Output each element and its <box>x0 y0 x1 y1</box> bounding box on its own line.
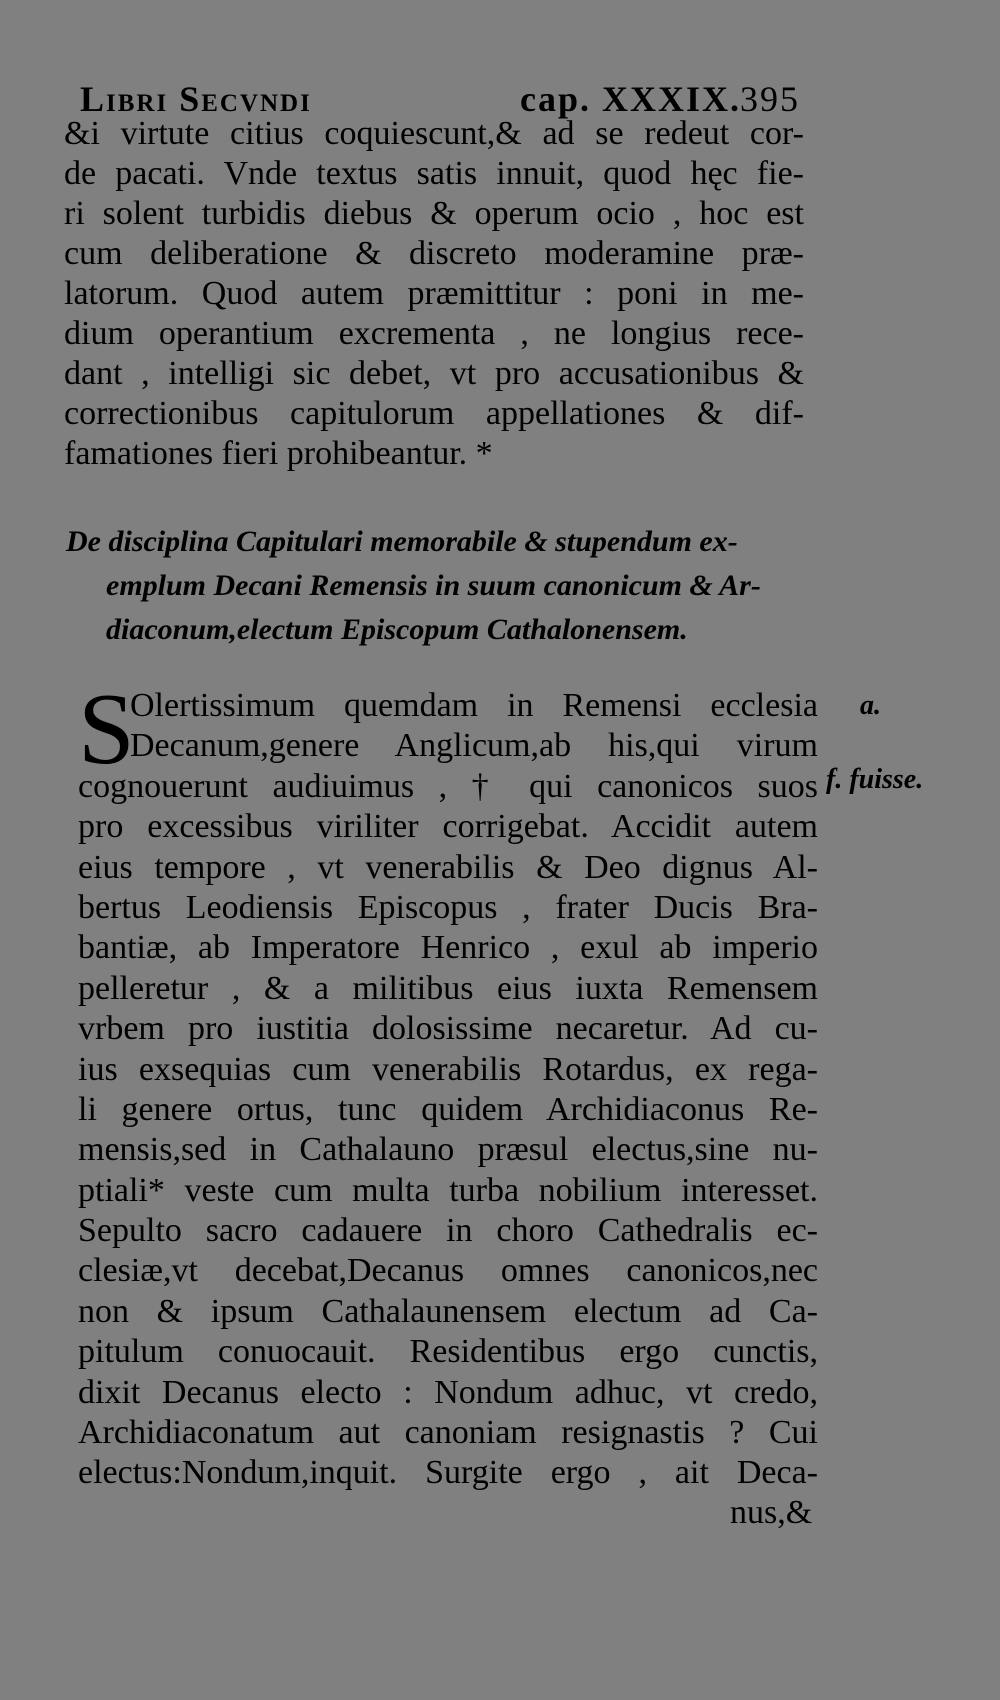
drop-capital: S <box>78 673 135 786</box>
running-head: Libri Secvndi <box>80 79 312 119</box>
page-number: 395 <box>740 79 800 119</box>
text-line: pelleretur , & a militibus eius iuxta Remensem <box>78 969 818 1007</box>
text-line: li genere ortus, tunc quidem Archidiaconus Re- <box>78 1090 818 1128</box>
catchword: nus,& <box>730 1494 813 1531</box>
text-line: clesiæ,vt decebat,Decanus omnes canonicos,nec <box>78 1252 818 1290</box>
text-line: famationes fieri prohibeantur. * <box>64 435 493 472</box>
text-line: Olertissimum quemdam in Remensi ecclesia <box>130 687 818 724</box>
text-line: ri solent turbidis diebus & operum ocio , hoc est <box>64 195 804 232</box>
text-line: de pacati. Vnde textus satis innuit, quod hęc fie- <box>64 155 804 192</box>
heading-line: emplum Decani Remensis in suum canonicum & Ar- <box>106 569 761 602</box>
text-line: mensis,sed in Cathalauno præsul electus,sine nu- <box>78 1131 818 1169</box>
text-line: correctionibus capitulorum appellationes & dif- <box>64 395 804 432</box>
text-line: pro excessibus viriliter corrigebat. Accidit autem <box>78 808 818 846</box>
text-line: non & ipsum Cathalaunensem electum ad Ca- <box>78 1292 818 1330</box>
section-heading <box>66 520 806 652</box>
text-line: ius exsequias cum venerabilis Rotardus, ex rega- <box>78 1050 818 1088</box>
heading-line: De disciplina Capitulari memorabile & stupendum ex- <box>66 525 738 558</box>
text-line: bertus Leodiensis Episcopus , frater Ducis Bra- <box>78 888 818 926</box>
chapter-label: cap. XXXIX. <box>520 79 742 119</box>
text-line: eius tempore , vt venerabilis & Deo dignus Al- <box>78 848 818 886</box>
text-line: latorum. Quod autem præmittitur : poni in me- <box>64 275 804 312</box>
text-line: bantiæ, ab Imperatore Henrico , exul ab imperio <box>78 929 818 967</box>
text-line: dant , intelligi sic debet, vt pro accusationibus & <box>64 355 804 392</box>
text-line: Decanum,genere Anglicum,ab his,qui virum <box>130 727 818 765</box>
paragraph-main <box>78 673 818 1494</box>
text-line: dixit Decanus electo : Nondum adhuc, vt credo, <box>78 1373 818 1411</box>
heading-line: diaconum,electum Episcopum Cathalonensem. <box>106 613 688 646</box>
text-line: cum deliberatione & discreto moderamine præ- <box>64 235 804 272</box>
text-line: Archidiaconatum aut canoniam resignastis ? Cui <box>78 1414 818 1452</box>
text-line: pitulum conuocauit. Residentibus ergo cunctis, <box>78 1333 818 1371</box>
text-line: dium operantium excrementa , ne longius rece- <box>64 315 804 352</box>
text-line: vrbem pro iustitia dolosissime necaretur. Ad cu- <box>78 1010 818 1048</box>
margin-note: f. fuisse. <box>826 764 924 795</box>
text-line: &i virtute citius coquiescunt,& ad se redeut cor- <box>64 115 804 152</box>
text-line: ptiali* veste cum multa turba nobilium interesset. <box>78 1171 818 1209</box>
margin-note: a. <box>860 690 881 721</box>
text-line: electus:Nondum,inquit. Surgite ergo , ait Deca- <box>78 1454 818 1492</box>
paragraph-continuation <box>64 114 804 474</box>
text-line: cognouerunt audiuimus , † qui canonicos suos <box>78 767 818 805</box>
text-line: Sepulto sacro cadauere in choro Cathedralis ec- <box>78 1212 818 1250</box>
